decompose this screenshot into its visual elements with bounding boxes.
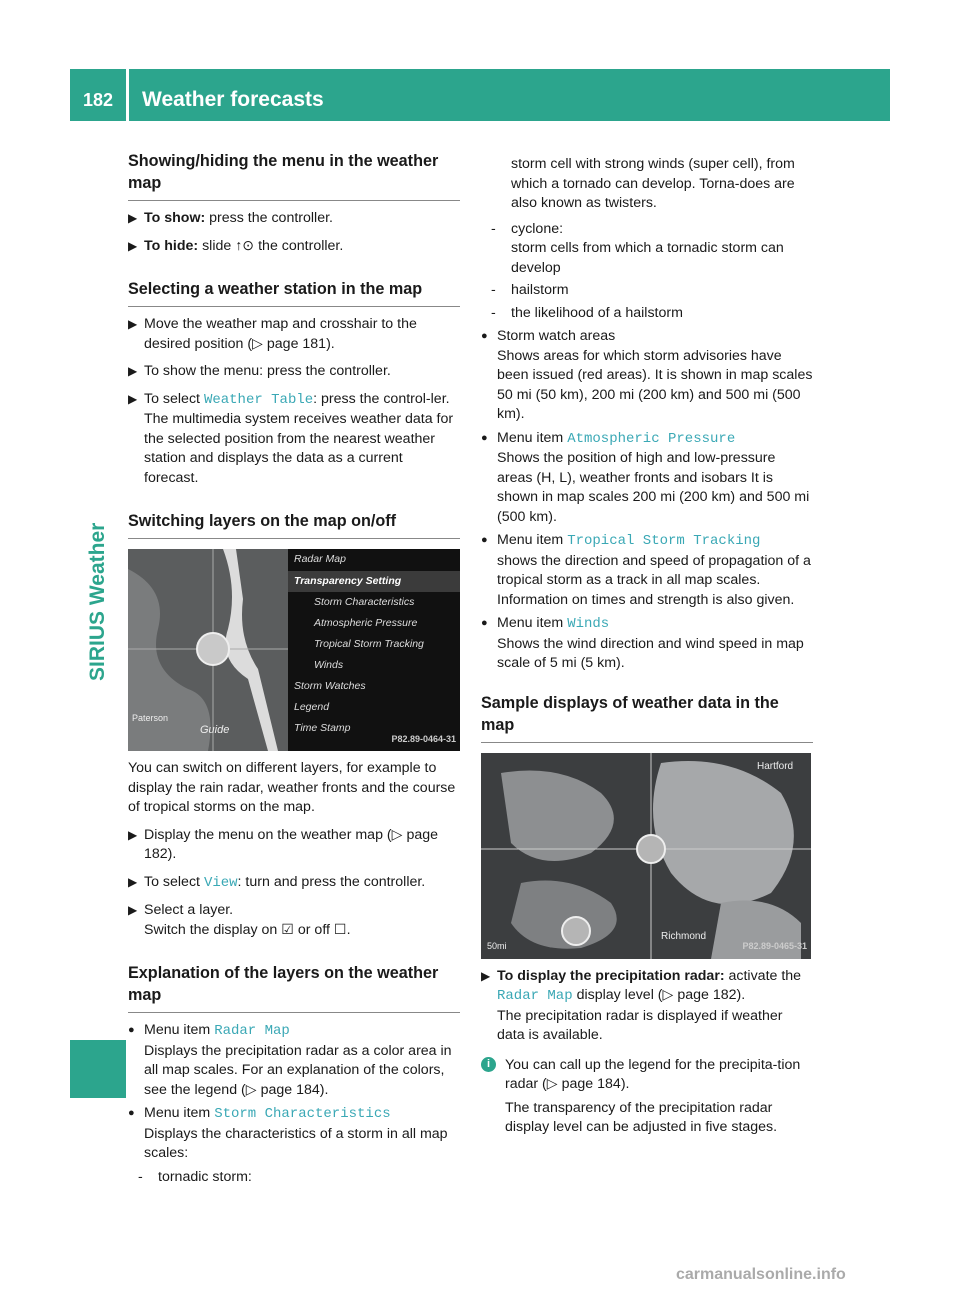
bullet-item: ● Menu item Storm Characteristics Displays the characteristics of a storm in all map scales: [128, 1105, 448, 1161]
bullet-item: ● Menu item Winds Shows the wind direction and wind speed in map scale of 5 mi (5 km). [481, 615, 804, 671]
menu-item: Radar Map [294, 553, 346, 565]
bullet-icon: ● [481, 617, 488, 629]
bullet-item: ● Menu item Tropical Storm Tracking shows the direction and speed of propagation of a tropical storm as a track in all map scales. Information on times and strength is also given. [481, 532, 811, 608]
info-note: i You can call up the legend for the precipita-tion radar (▷ page 184). [481, 1056, 813, 1095]
sub-item: - cyclone: storm cells from which a tornadic storm can develop [491, 220, 784, 276]
header-divider [126, 69, 129, 121]
bullet-item: ● Storm watch areas Shows areas for which storm advisories have been issued (red areas). It is shown in map scales 50 mi (50 km), 200 mi (200 km) and 500 mi (500 km). [481, 328, 813, 422]
menu-item: Time Stamp [294, 722, 351, 734]
step: ▶ Select a layer. Switch the display on ☑ or off ☐. [128, 902, 351, 938]
sub-item: - tornadic storm: [138, 1168, 252, 1185]
bullet-icon: ● [481, 431, 488, 444]
bullet-item: ● Menu item Radar Map Displays the precipitation radar as a color area in all map scales. For an explanation of the colors, see the legend (▷ page 184). [128, 1022, 452, 1098]
figure-caption: P82.89-0465-31 [742, 941, 807, 951]
arrow-icon: ▶ [128, 874, 138, 889]
right-column [481, 155, 813, 1138]
side-tab-box [70, 1040, 126, 1098]
bullet-icon: ● [128, 1107, 135, 1119]
left-column [128, 150, 460, 1190]
section-heading: Sample displays of weather data in the map [481, 692, 813, 743]
bullet-icon: ● [481, 534, 488, 546]
page-number: 182 [82, 90, 114, 110]
bullet-item: ● Menu item Atmospheric Pressure Shows the position of high and low-pressure areas (H, L), weather fronts and isobars It is shown in map scales 200 mi (200 km) and 500 mi (500 km). [481, 429, 810, 525]
info-icon: i [481, 1057, 496, 1072]
bullet-icon: ● [128, 1024, 135, 1036]
arrow-icon: ▶ [128, 238, 138, 253]
menu-item: Legend [294, 701, 330, 713]
arrow-icon: ▶ [128, 317, 138, 331]
bullet-icon: ● [481, 330, 488, 342]
menu-item: Winds [314, 659, 344, 671]
arrow-icon: ▶ [128, 391, 138, 406]
step: ▶ To show: press the controller. [128, 209, 460, 229]
menu-item: Storm Watches [294, 680, 366, 692]
footer-watermark: carmanualsonline.info [676, 1266, 846, 1283]
sub-item: - the likelihood of a hailstorm [491, 304, 683, 321]
menu-item: Storm Characteristics [314, 596, 415, 608]
paragraph: You can switch on different layers, for example to display the rain radar, weather fronts and the course of tropical storms on the map. [128, 760, 456, 815]
step: ▶ To display the precipitation radar: activate the Radar Map display level (▷ page 182). The precipitation radar is displayed if weather data is available. [481, 967, 802, 1043]
paragraph: storm cell with strong winds (super cell), from which a tornado can develop. Torna-does are also known as twisters. [511, 156, 795, 211]
arrow-icon: ▶ [128, 211, 138, 225]
paragraph: The transparency of the precipitation radar display level can be adjusted in five stages. [505, 1099, 778, 1135]
step: ▶ To select View: turn and press the controller. [128, 873, 426, 891]
step: ▶ To show the menu: press the controller. [128, 362, 460, 382]
menu-item: Tropical Storm Tracking [314, 638, 424, 650]
map-label: Richmond [661, 930, 707, 942]
step: ▶ To hide: slide ↑⊙ the controller. [128, 237, 460, 257]
side-tab [70, 121, 126, 1121]
step: ▶ To select Weather Table: press the control-ler. The multimedia system receives weather data for the selected position from the nearest weather station and displays the data as a current forecast. [128, 390, 454, 486]
section-heading: Selecting a weather station in the map [128, 278, 460, 307]
menu-item: Atmospheric Pressure [314, 617, 418, 629]
side-tab-label: SIRIUS Weather [86, 522, 109, 681]
section-heading: Explanation of the layers on the weather map [128, 962, 460, 1013]
page-title: Weather forecasts [142, 88, 324, 111]
map-label: Paterson [132, 713, 169, 723]
arrow-icon: ▶ [128, 903, 138, 917]
figure-caption: P82.89-0464-31 [391, 733, 456, 744]
precipitation-radar-image [481, 753, 811, 959]
step: ▶ Display the menu on the weather map (▷ page 182). [128, 826, 439, 862]
arrow-icon: ▶ [128, 364, 138, 378]
map-label: Hartford [757, 760, 794, 772]
radar-graphic [481, 753, 811, 959]
section-heading: Switching layers on the map on/off [128, 510, 460, 539]
scale-label: 50mi [487, 940, 507, 951]
arrow-icon: ▶ [481, 968, 491, 983]
section-heading: Showing/hiding the menu in the weather map [128, 150, 460, 201]
arrow-icon: ▶ [128, 827, 138, 842]
sub-item: - hailstorm [491, 282, 569, 298]
weather-map-menu-image [128, 549, 460, 751]
map-label: Guide [200, 724, 230, 736]
step: ▶ Move the weather map and crosshair to the desired position (▷ page 181). [128, 316, 417, 352]
menu-item: Transparency Setting [294, 575, 402, 587]
